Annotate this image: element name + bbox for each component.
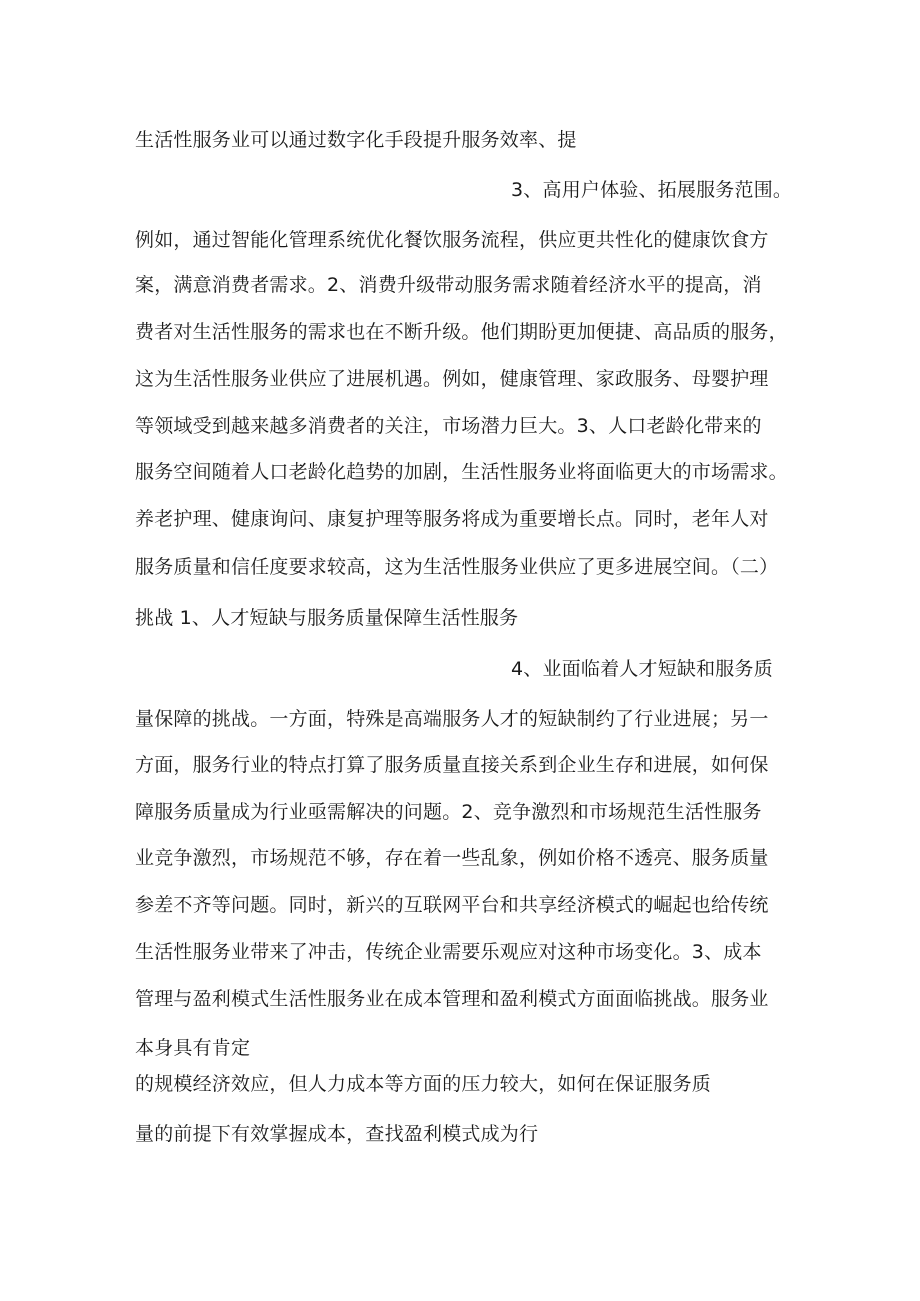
text-line-10: 服务质量和信任度要求较高，这为生活性服务业供应了更多进展空间。（二） (135, 556, 779, 578)
text-line-17: 参差不齐等问题。同时，新兴的互联网平台和共享经济模式的崛起也给传统 (135, 894, 769, 916)
text-line-19: 管理与盈利模式生活性服务业在成本管理和盈利模式方面面临挑战。服务业 (135, 988, 769, 1010)
text-line-3: 例如，通过智能化管理系统优化餐饮服务流程，供应更共性化的健康饮食方 (135, 229, 769, 251)
text-line-4: 案，满意消费者需求。2、消费升级带动服务需求随着经济水平的提高，消 (135, 274, 762, 296)
text-line-2: 3、高用户体验、拓展服务范围。 (511, 179, 793, 201)
text-line-15: 障服务质量成为行业亟需解决的问题。2、竞争激烈和市场规范生活性服务 (135, 801, 762, 823)
text-line-13: 量保障的挑战。一方面，特殊是高端服务人才的短缺制约了行业进展；另一 (135, 708, 769, 730)
text-line-11: 挑战 1、人才短缺与服务质量保障生活性服务 (135, 607, 519, 629)
text-line-14: 方面，服务行业的特点打算了服务质量直接关系到企业生存和进展，如何保 (135, 754, 769, 776)
text-line-21: 的规模经济效应，但人力成本等方面的压力较大，如何在保证服务质 (135, 1073, 712, 1095)
text-line-12: 4、业面临着人才短缺和服务质 (511, 658, 773, 680)
text-line-8: 服务空间随着人口老龄化趋势的加剧，生活性服务业将面临更大的市场需求。 (135, 461, 788, 483)
text-line-20: 本身具有肯定 (135, 1037, 251, 1059)
text-line-22: 量的前提下有效掌握成本，查找盈利模式成为行 (135, 1123, 539, 1145)
text-line-9: 养老护理、健康询问、康复护理等服务将成为重要增长点。同时，老年人对 (135, 508, 769, 530)
text-line-5: 费者对生活性服务的需求也在不断升级。他们期盼更加便捷、高品质的服务， (135, 321, 788, 343)
text-line-7: 等领域受到越来越多消费者的关注，市场潜力巨大。3、人口老龄化带来的 (135, 415, 762, 437)
text-line-18: 生活性服务业带来了冲击，传统企业需要乐观应对这种市场变化。3、成本 (135, 941, 762, 963)
text-line-6: 这为生活性服务业供应了进展机遇。例如，健康管理、家政服务、母婴护理 (135, 368, 769, 390)
text-line-16: 业竞争激烈，市场规范不够，存在着一些乱象，例如价格不透亮、服务质量 (135, 847, 769, 869)
text-line-1: 生活性服务业可以通过数字化手段提升服务效率、提 (135, 129, 577, 151)
